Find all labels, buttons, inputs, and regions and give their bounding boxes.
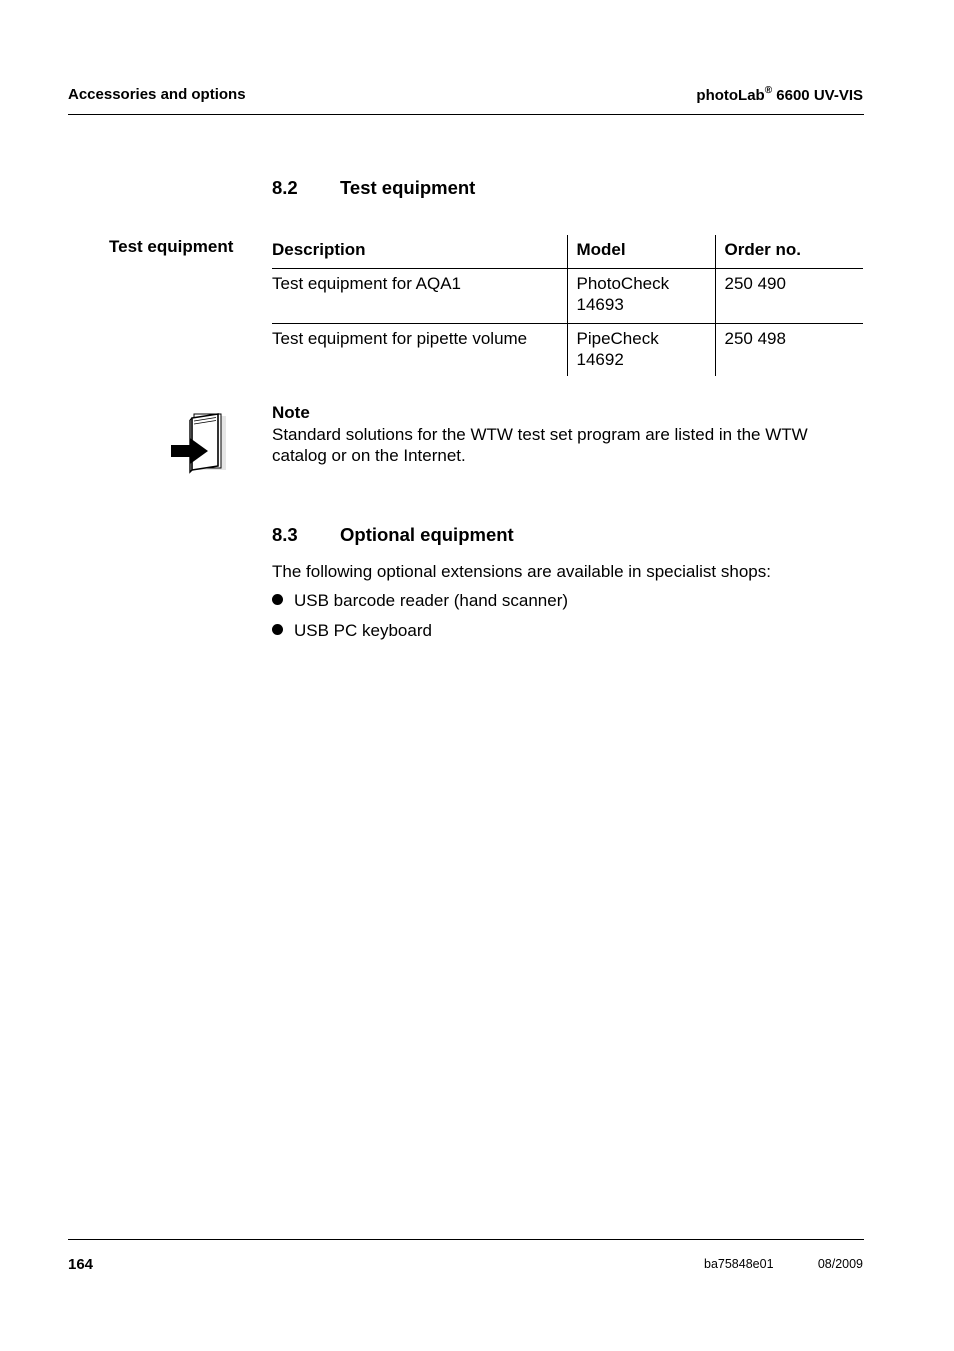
section-number: 8.2 [272, 177, 298, 198]
running-header-section: Accessories and options [68, 86, 246, 103]
list-item [272, 591, 568, 611]
column-header-order-no: Order no. [715, 235, 863, 268]
note-text-line: catalog or on the Internet. [272, 446, 466, 465]
cell-description: Test equipment for AQA1 [272, 268, 567, 323]
note-title: Note [272, 403, 310, 422]
bullet-icon [272, 624, 283, 635]
page-number: 164 [68, 1256, 94, 1273]
test-equipment-table [272, 235, 863, 376]
document-date: 08/2009 [817, 1257, 863, 1271]
header-rule [68, 114, 864, 115]
product-name: photoLab [696, 87, 765, 104]
model-name: PipeCheck [576, 328, 659, 348]
section-number: 8.3 [272, 524, 298, 545]
list-item-text: USB barcode reader (hand scanner) [294, 591, 569, 610]
section-title: Optional equipment [340, 524, 514, 545]
intro-paragraph: The following optional extensions are available in specialist shops: [272, 562, 771, 581]
cell-model [567, 323, 715, 376]
table-header-row [272, 235, 863, 268]
bullet-icon [272, 594, 283, 605]
cell-order-no: 250 498 [715, 323, 863, 376]
document-id: ba75848e01 [704, 1257, 774, 1271]
model-number: 14693 [576, 294, 624, 314]
registered-mark: ® [764, 85, 773, 96]
section-title: Test equipment [340, 177, 476, 198]
list-item [272, 621, 432, 641]
book-arrow-icon [170, 410, 228, 476]
note-text [272, 424, 852, 466]
column-header-model: Model [567, 235, 715, 268]
cell-order-no: 250 490 [715, 268, 863, 323]
model-name: PhotoCheck [576, 273, 670, 293]
cell-description: Test equipment for pipette volume [272, 328, 528, 348]
list-item-text: USB PC keyboard [294, 621, 432, 640]
running-header-product [696, 86, 863, 104]
model-number: 14692 [576, 349, 624, 369]
note-text-line: Standard solutions for the WTW test set program are listed in the WTW [272, 425, 808, 444]
table-row [272, 323, 863, 376]
table-row [272, 268, 863, 323]
column-header-description: Description [272, 235, 567, 268]
margin-label: Test equipment [109, 237, 234, 256]
cell-model [567, 268, 715, 323]
product-model: 6600 UV-VIS [772, 87, 863, 104]
footer-rule [68, 1239, 864, 1240]
